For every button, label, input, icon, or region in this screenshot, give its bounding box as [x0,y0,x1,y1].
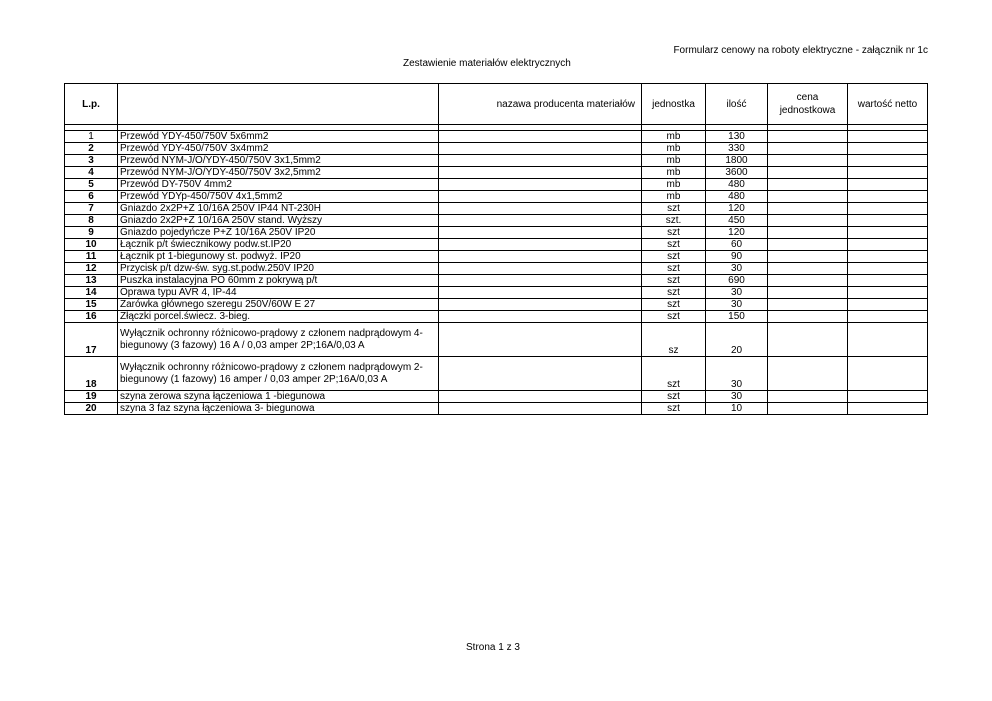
cell-unit-price [768,275,848,287]
col-header-lp: L.p. [65,84,118,125]
table-row [65,403,928,415]
cell-lp: 15 [65,299,118,311]
cell-lp: 13 [65,275,118,287]
cell-lp: 8 [65,215,118,227]
cell-qty: 330 [706,143,768,155]
cell-net-value [848,167,928,179]
cell-producer [439,215,642,227]
table-row [65,239,928,251]
cell-net-value [848,215,928,227]
cell-lp: 1 [65,131,118,143]
cell-unit: szt [642,227,706,239]
cell-qty: 3600 [706,167,768,179]
cell-unit-price [768,191,848,203]
cell-producer [439,239,642,251]
cell-qty: 60 [706,239,768,251]
cell-name: szyna 3 faz szyna łączeniowa 3- biegunowa [118,403,439,415]
table-row [65,299,928,311]
cell-qty: 20 [706,323,768,357]
cell-net-value [848,203,928,215]
cell-name: Żarówka głównego szeregu 250V/60W E 27 [118,299,439,311]
cell-lp: 17 [65,323,118,357]
cell-producer [439,143,642,155]
cell-unit-price [768,215,848,227]
cell-lp: 5 [65,179,118,191]
cell-lp: 14 [65,287,118,299]
cell-name: Łącznik p/t świecznikowy podw.st.IP20 [118,239,439,251]
cell-name: Gniazdo 2x2P+Z 10/16A 250V IP44 NT-230H [118,203,439,215]
cell-unit: mb [642,155,706,167]
cell-lp: 10 [65,239,118,251]
cell-producer [439,203,642,215]
cell-producer [439,131,642,143]
cell-net-value [848,323,928,357]
table-row [65,131,928,143]
cell-name: Przewód NYM-J/O/YDY-450/750V 3x2,5mm2 [118,167,439,179]
cell-qty: 120 [706,203,768,215]
cell-unit: mb [642,179,706,191]
cell-unit: szt [642,239,706,251]
cell-producer [439,275,642,287]
col-header-producer: nazawa producenta materiałów [439,84,642,125]
cell-name: Wyłącznik ochronny różnicowo-prądowy z członem nadprądowym 2-biegunowy (1 fazowy) 16 amper / 0,03 amper 2P;16A/0,03 A [118,357,439,391]
cell-net-value [848,251,928,263]
cell-qty: 690 [706,275,768,287]
cell-net-value [848,191,928,203]
table-row [65,203,928,215]
cell-qty: 30 [706,263,768,275]
cell-net-value [848,179,928,191]
col-header-net-value: wartość netto [848,84,928,125]
cell-unit: szt [642,403,706,415]
form-title: Formularz cenowy na roboty elektryczne - załącznik nr 1c [673,45,928,56]
page-number: Strona 1 z 3 [466,642,520,653]
cell-unit: szt [642,391,706,403]
cell-qty: 120 [706,227,768,239]
cell-unit: mb [642,167,706,179]
cell-unit-price [768,155,848,167]
cell-unit-price [768,357,848,391]
cell-unit-price [768,323,848,357]
cell-unit-price [768,167,848,179]
cell-qty: 30 [706,391,768,403]
cell-unit: szt [642,357,706,391]
table-row [65,391,928,403]
cell-lp: 7 [65,203,118,215]
cell-net-value [848,391,928,403]
materials-table [64,83,928,415]
cell-producer [439,287,642,299]
cell-qty: 30 [706,299,768,311]
cell-unit-price [768,263,848,275]
cell-lp: 2 [65,143,118,155]
cell-unit: sz [642,323,706,357]
cell-name: Wyłącznik ochronny różnicowo-prądowy z członem nadprądowym 4-biegunowy (3 fazowy) 16 A / 0,03 amper 2P;16A/0,03 A [118,323,439,357]
cell-unit-price [768,131,848,143]
cell-qty: 30 [706,357,768,391]
cell-unit-price [768,299,848,311]
cell-producer [439,251,642,263]
cell-name: Oprawa typu AVR 4, IP-44 [118,287,439,299]
cell-lp: 3 [65,155,118,167]
cell-name: szyna zerowa szyna łączeniowa 1 -biegunowa [118,391,439,403]
cell-unit: szt [642,287,706,299]
cell-name: Przewód NYM-J/O/YDY-450/750V 3x1,5mm2 [118,155,439,167]
cell-producer [439,391,642,403]
cell-net-value [848,263,928,275]
cell-unit: szt [642,299,706,311]
col-header-unit: jednostka [642,84,706,125]
cell-net-value [848,403,928,415]
cell-qty: 150 [706,311,768,323]
cell-unit-price [768,311,848,323]
table-row [65,311,928,323]
cell-producer [439,167,642,179]
cell-producer [439,299,642,311]
cell-name: Puszka instalacyjna PO 60mm z pokrywą p/t [118,275,439,287]
cell-unit-price [768,251,848,263]
cell-name: Przewód DY-750V 4mm2 [118,179,439,191]
cell-producer [439,263,642,275]
table-row [65,357,928,391]
table-row [65,215,928,227]
cell-unit: mb [642,191,706,203]
cell-producer [439,227,642,239]
cell-lp: 19 [65,391,118,403]
table-row [65,191,928,203]
cell-unit-price [768,227,848,239]
cell-net-value [848,275,928,287]
cell-qty: 10 [706,403,768,415]
cell-name: Przycisk p/t dzw-św. syg.st.podw.250V IP20 [118,263,439,275]
cell-unit: szt [642,263,706,275]
table-row [65,155,928,167]
cell-unit-price [768,179,848,191]
cell-unit-price [768,143,848,155]
cell-producer [439,191,642,203]
cell-lp: 12 [65,263,118,275]
sheet-title: Zestawienie materiałów elektrycznych [403,58,571,69]
cell-producer [439,323,642,357]
cell-net-value [848,227,928,239]
cell-net-value [848,155,928,167]
cell-unit: szt. [642,215,706,227]
cell-qty: 90 [706,251,768,263]
cell-unit-price [768,203,848,215]
cell-producer [439,311,642,323]
cell-unit: szt [642,275,706,287]
table-row [65,251,928,263]
cell-unit: szt [642,203,706,215]
cell-unit-price [768,391,848,403]
cell-name: Złączki porcel.świecz. 3-bieg. [118,311,439,323]
table-row [65,275,928,287]
cell-name: Przewód YDY-450/750V 5x6mm2 [118,131,439,143]
col-header-qty: ilość [706,84,768,125]
table-header-row [65,84,928,125]
cell-producer [439,179,642,191]
table-row [65,179,928,191]
cell-unit: mb [642,143,706,155]
cell-producer [439,155,642,167]
cell-lp: 6 [65,191,118,203]
cell-qty: 480 [706,191,768,203]
cell-net-value [848,299,928,311]
table-row [65,287,928,299]
table-row [65,263,928,275]
cell-producer [439,403,642,415]
col-header-unit-price: cena jednostkowa [768,84,848,125]
cell-qty: 450 [706,215,768,227]
cell-lp: 16 [65,311,118,323]
cell-name: Łącznik pt 1-biegunowy st. podwyż. IP20 [118,251,439,263]
cell-unit: szt [642,251,706,263]
cell-net-value [848,239,928,251]
table-row [65,167,928,179]
cell-net-value [848,131,928,143]
cell-lp: 11 [65,251,118,263]
table-row [65,227,928,239]
cell-net-value [848,143,928,155]
cell-lp: 20 [65,403,118,415]
cell-name: Gniazdo 2x2P+Z 10/16A 250V stand. Wyższy [118,215,439,227]
cell-unit-price [768,403,848,415]
cell-producer [439,357,642,391]
cell-qty: 30 [706,287,768,299]
cell-name: Przewód YDY-450/750V 3x4mm2 [118,143,439,155]
cell-qty: 480 [706,179,768,191]
cell-net-value [848,357,928,391]
cell-unit: mb [642,131,706,143]
cell-unit-price [768,287,848,299]
cell-qty: 1800 [706,155,768,167]
cell-name: Gniazdo pojedyńcze P+Z 10/16A 250V IP20 [118,227,439,239]
cell-lp: 9 [65,227,118,239]
table-row [65,143,928,155]
cell-name: Przewód YDYp-450/750V 4x1,5mm2 [118,191,439,203]
cell-lp: 4 [65,167,118,179]
cell-lp: 18 [65,357,118,391]
cell-net-value [848,287,928,299]
cell-unit-price [768,239,848,251]
cell-net-value [848,311,928,323]
col-header-name [118,84,439,125]
table-row [65,323,928,357]
cell-unit: szt [642,311,706,323]
cell-qty: 130 [706,131,768,143]
